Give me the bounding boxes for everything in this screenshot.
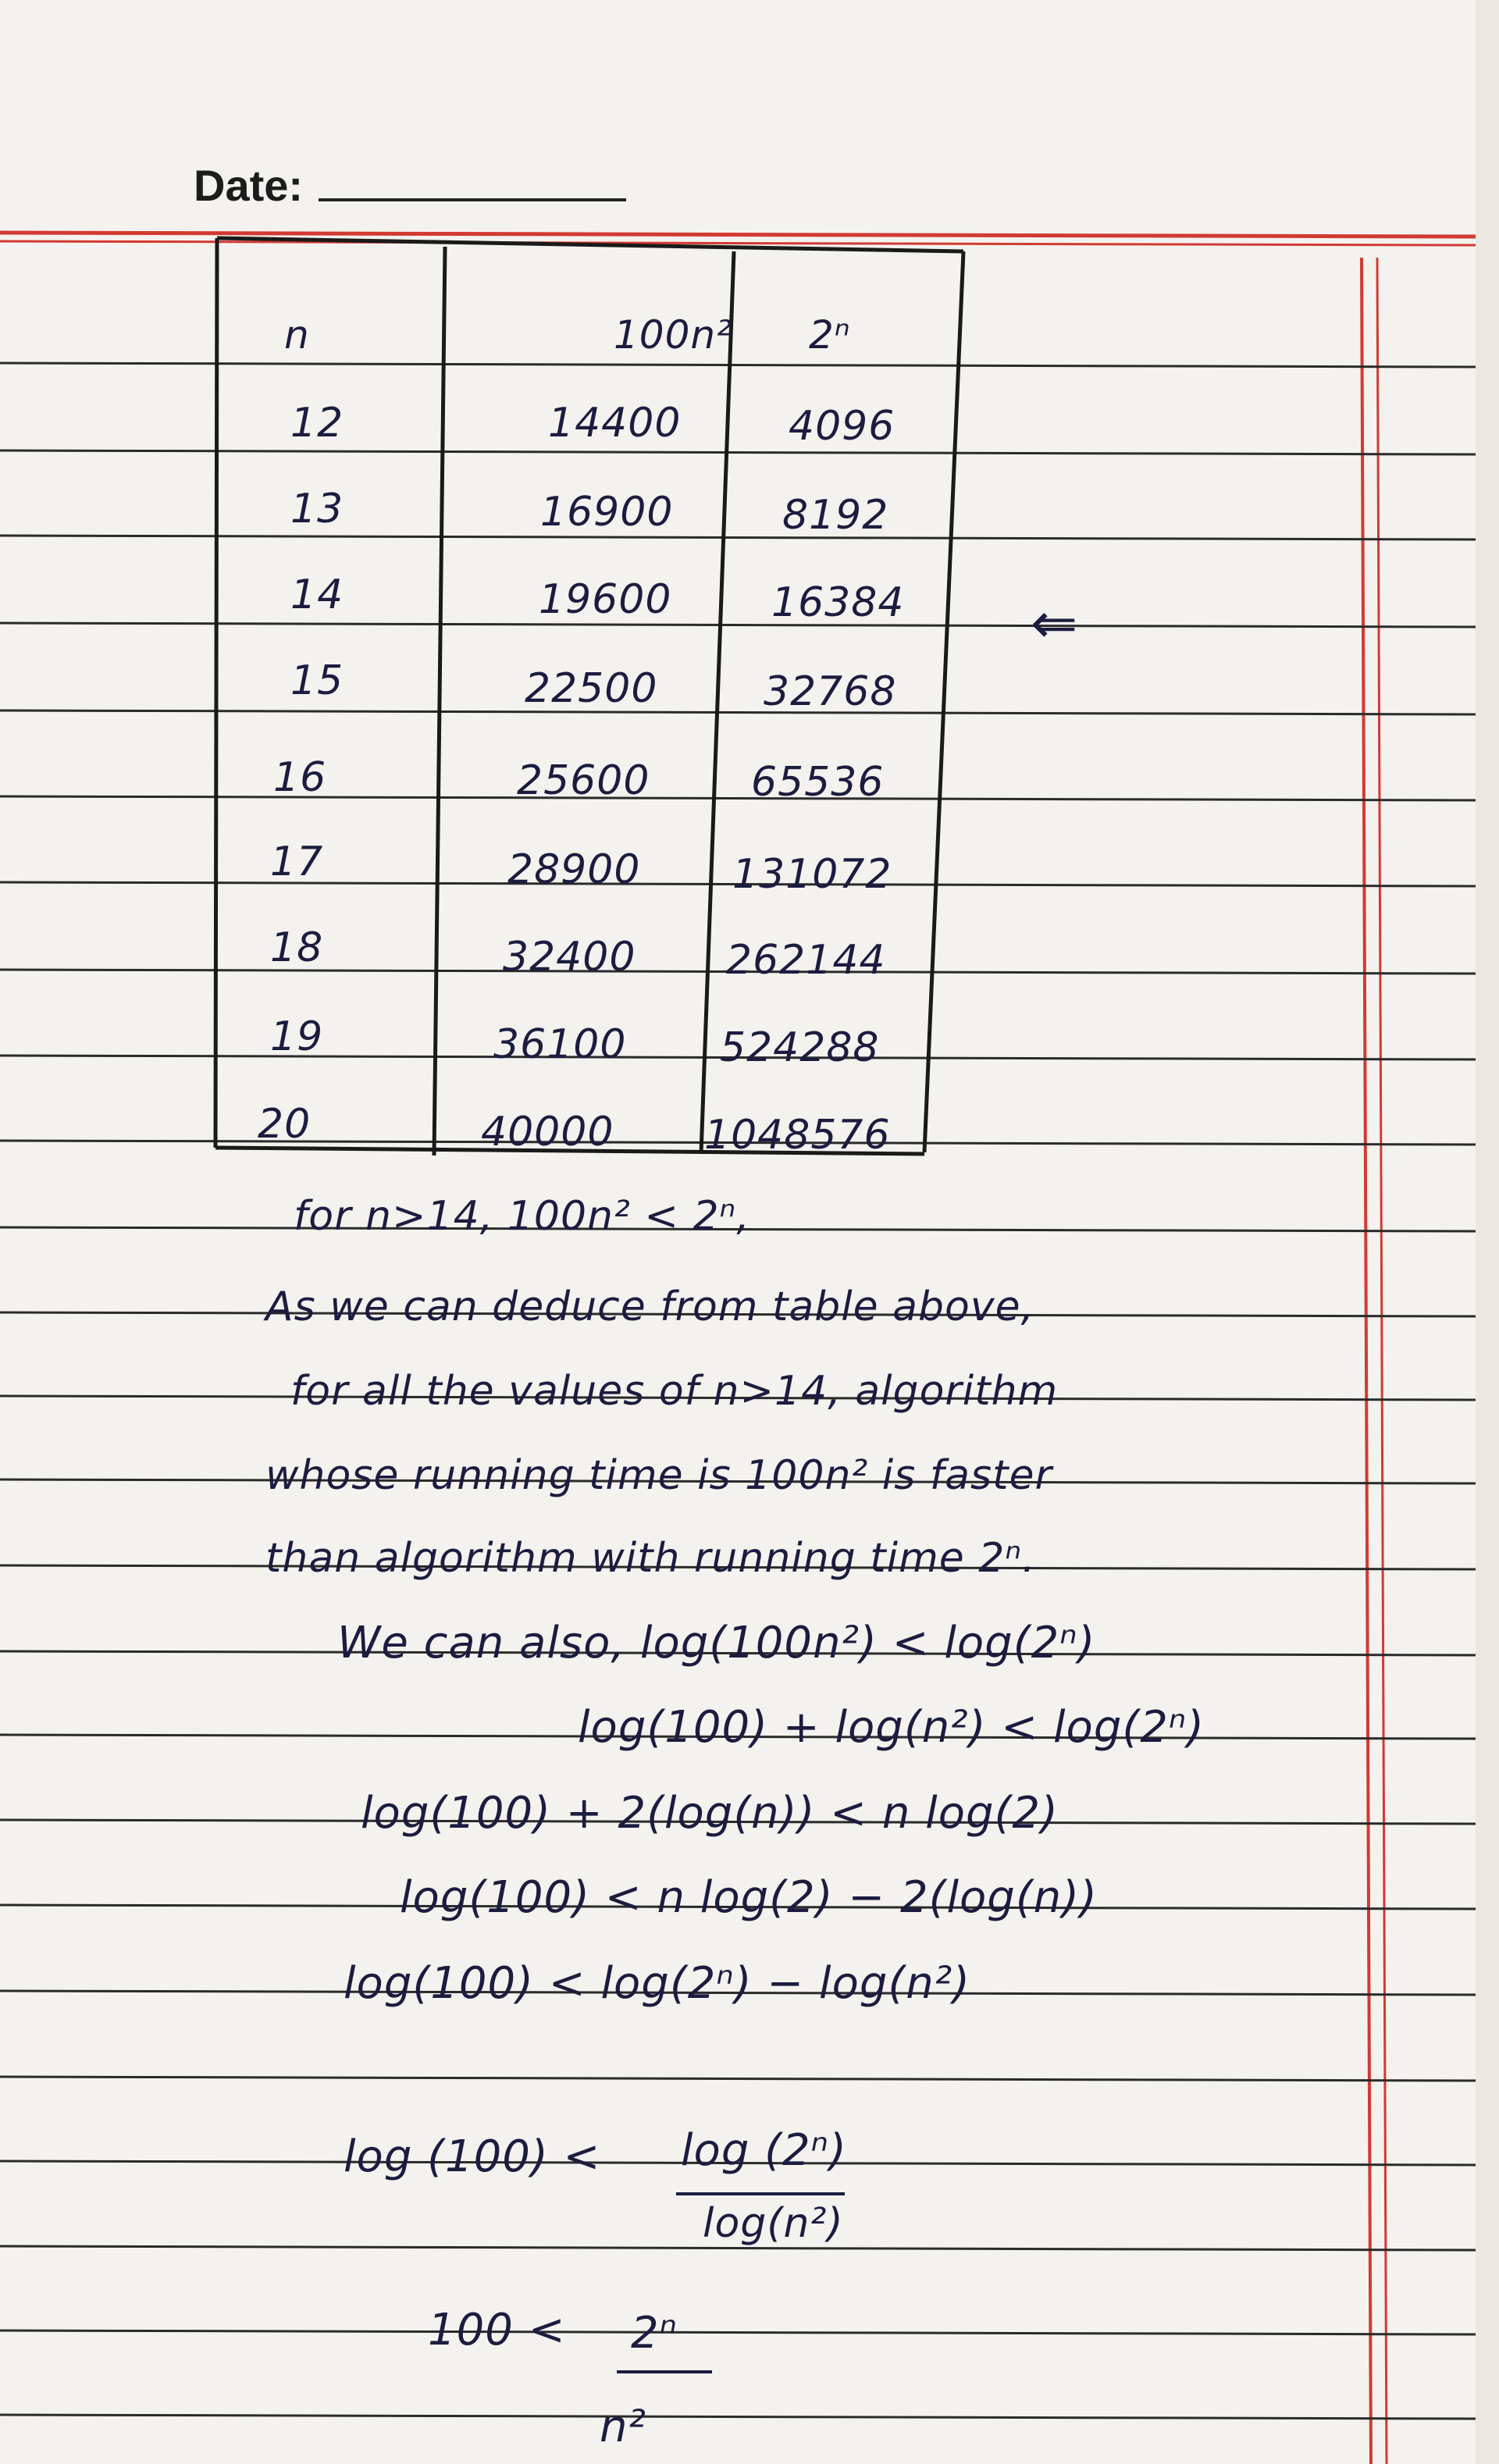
note-line-4: whose running time is 100n² is faster <box>265 1452 1052 1499</box>
cell-100n2: 22500 <box>525 665 658 712</box>
cell-100n2: 16900 <box>540 489 674 536</box>
cell-2n: 262144 <box>726 937 886 984</box>
table-header-n: n <box>284 312 310 358</box>
margin-red-line <box>1362 258 1371 2464</box>
math-line-12-denominator: n² <box>600 2402 646 2452</box>
note-line-5: than algorithm with running time 2ⁿ. <box>265 1535 1036 1582</box>
note-line-3: for all the values of n>14, algorithm <box>290 1368 1059 1415</box>
cell-2n: 1048576 <box>704 1112 891 1159</box>
cell-100n2: 25600 <box>517 757 650 804</box>
cell-n: 15 <box>290 657 344 704</box>
cell-n: 16 <box>273 754 327 801</box>
cell-n: 18 <box>270 924 324 971</box>
date-label: Date: <box>194 161 304 210</box>
cell-n: 12 <box>290 400 344 447</box>
cell-100n2: 19600 <box>539 576 672 623</box>
page-edge <box>1476 0 1499 2464</box>
math-line-6: We can also, log(100n²) < log(2ⁿ) <box>337 1618 1096 1668</box>
left-arrow-icon: ⇐ <box>1031 590 1079 656</box>
cell-100n2: 28900 <box>507 846 641 893</box>
cell-2n: 16384 <box>771 579 905 626</box>
cell-2n: 65536 <box>751 759 885 806</box>
math-line-10: log(100) < log(2ⁿ) − log(n²) <box>344 1958 971 2009</box>
cell-n: 20 <box>258 1101 312 1148</box>
cell-2n: 8192 <box>782 492 889 539</box>
math-line-11-denominator: log(n²) <box>703 2200 844 2247</box>
math-line-9: log(100) < n log(2) − 2(log(n)) <box>400 1872 1098 1923</box>
header-red-rule-2 <box>0 241 1476 245</box>
math-line-7: log(100) + log(n²) < log(2ⁿ) <box>578 1702 1205 1753</box>
cell-2n: 131072 <box>732 851 892 898</box>
math-line-11-numerator: log (2ⁿ) <box>681 2125 847 2176</box>
math-line-12-left: 100 < <box>428 2305 566 2355</box>
note-line-2: As we can deduce from table above, <box>265 1284 1035 1330</box>
cell-2n: 4096 <box>789 403 895 450</box>
cell-n: 19 <box>270 1013 324 1060</box>
header-red-rule <box>0 233 1476 237</box>
math-line-11-left: log (100) < <box>344 2131 601 2182</box>
cell-100n2: 14400 <box>548 400 682 447</box>
cell-100n2: 32400 <box>503 934 636 981</box>
table-header-100n2: 100n² <box>614 312 733 358</box>
cell-n: 13 <box>290 486 344 532</box>
math-line-8: log(100) + 2(log(n)) < n log(2) <box>361 1788 1059 1839</box>
note-line-1: for n>14, 100n² < 2ⁿ, <box>294 1193 750 1240</box>
table-header-2n: 2ⁿ <box>809 312 851 358</box>
cell-n: 17 <box>270 839 324 885</box>
margin-red-line-2 <box>1377 258 1387 2464</box>
cell-100n2: 36100 <box>493 1021 627 1068</box>
math-line-12-numerator: 2ⁿ <box>631 2308 678 2359</box>
cell-n: 14 <box>290 571 344 618</box>
cell-100n2: 40000 <box>481 1109 614 1155</box>
cell-2n: 524288 <box>720 1024 880 1071</box>
date-field-line <box>319 198 626 201</box>
cell-2n: 32768 <box>764 668 897 715</box>
